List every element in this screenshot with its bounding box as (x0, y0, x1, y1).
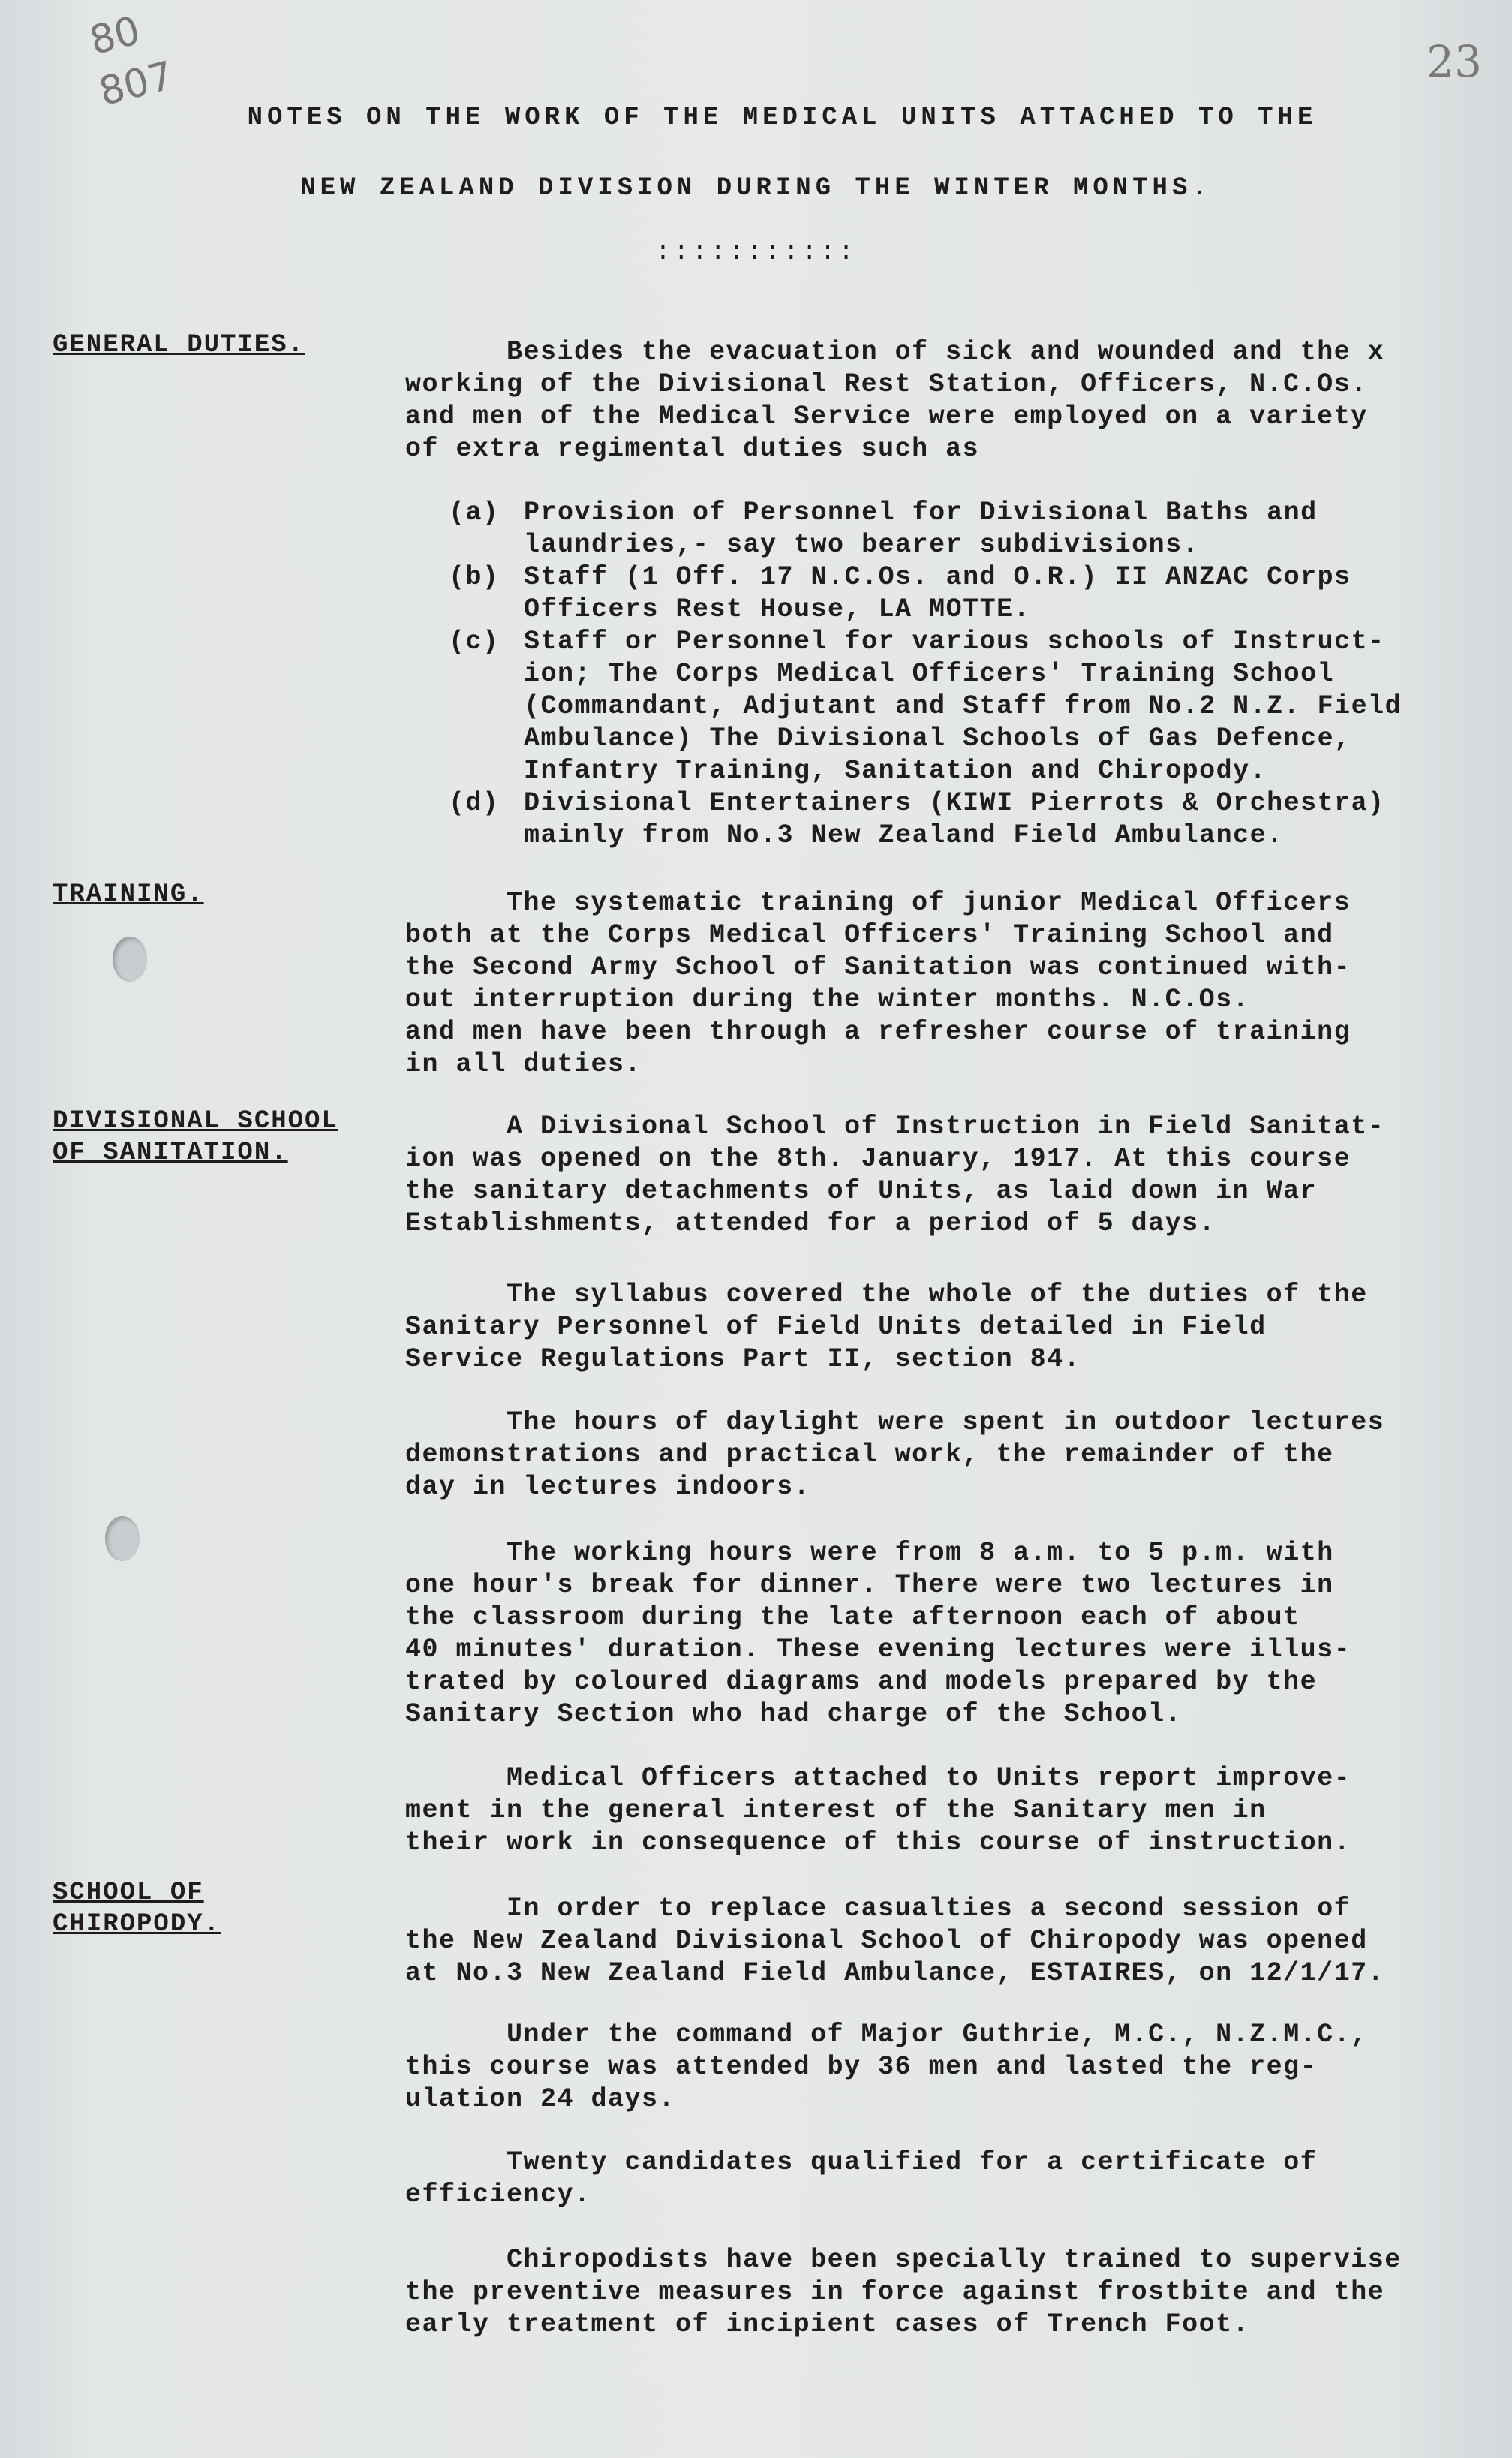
punch-hole (105, 1516, 140, 1561)
heading-training: TRAINING. (53, 880, 204, 909)
list-item-label: (c) (449, 627, 500, 657)
sanitation-paragraph-4: The working hours were from 8 a.m. to 5 p.m. with one hour's break for dinner. There were two lectures in the classroom during the late afternoon each of about 40 minutes' duration. These evening lectures were illus- trated by coloured diagrams and models prepared by the Sanitary Section who had charge of the School. (405, 1538, 1351, 1729)
list-item (449, 626, 1499, 787)
list-item (449, 561, 1499, 626)
heading-chiropody-line-2: CHIROPODY. (53, 1910, 221, 1939)
list-item-text: Staff or Personnel for various schools of Instruct- ion; The Corps Medical Officers' Training School (Commandant, Adjutant and Staff from No.2 N.Z. Field Ambulance) The Divisional Schools of Gas Defence, Infantry Training, Sanitation and Chiropody. (524, 627, 1402, 786)
page-number: 23 (1426, 36, 1482, 87)
title-line-1: NOTES ON THE WORK OF THE MEDICAL UNITS ATTACHED TO THE (247, 104, 1318, 132)
heading-general-duties: GENERAL DUTIES. (53, 331, 305, 360)
list-item-label: (a) (449, 498, 500, 528)
training-text: The systematic training of junior Medical Officers both at the Corps Medical Officers' Training School and the Second Army School of Sanitation was continued with- out interruption during the winter months. N.C.Os. and men have been through a refresher course of training in all duties. (405, 888, 1351, 1079)
heading-sanitation-line-2: OF SANITATION. (53, 1139, 288, 1167)
handwritten-number-2: 807 (95, 53, 179, 116)
chiropody-paragraph-1: In order to replace casualties a second session of the New Zealand Divisional School of Chiropody was opened at No.3 New Zealand Field Ambulance, ESTAIRES, on 12/1/17. (405, 1894, 1385, 1988)
list-item (449, 787, 1499, 852)
sanitation-paragraph-2: The syllabus covered the whole of the duties of the Sanitary Personnel of Field Units detailed in Field Service Regulations Part II, section 84. (405, 1280, 1368, 1374)
list-item-label: (d) (449, 788, 500, 818)
list-item-text: Divisional Entertainers (KIWI Pierrots & Orchestra) mainly from No.3 New Zealand Field Ambulance. (524, 788, 1385, 850)
sanitation-paragraph-3: The hours of daylight were spent in outdoor lectures demonstrations and practical work, the remainder of the day in lectures indoors. (405, 1407, 1385, 1502)
handwritten-number-1: 80 (85, 8, 145, 65)
title-divider: ::::::::::: (655, 239, 857, 267)
general-duties-intro: Besides the evacuation of sick and wounded and the x working of the Divisional Rest Station, Officers, N.C.Os. and men of the Medical Service were employed on a variety of extra regimental duties such as (405, 337, 1385, 464)
heading-chiropody-line-1: SCHOOL OF (53, 1879, 204, 1907)
chiropody-paragraph-4: Chiropodists have been specially trained to supervise the preventive measures in force against frostbite and the early treatment of incipient cases of Trench Foot. (405, 2245, 1402, 2339)
sanitation-paragraph-1: A Divisional School of Instruction in Field Sanitat- ion was opened on the 8th. January, 1917. At this course the sanitary detachments of Units, as laid down in War Establishments, attended for a period of 5 days. (405, 1112, 1385, 1238)
title-line-2: NEW ZEALAND DIVISION DURING THE WINTER MONTHS. (300, 174, 1212, 203)
list-item-text: Staff (1 Off. 17 N.C.Os. and O.R.) II ANZAC Corps Officers Rest House, LA MOTTE. (524, 562, 1351, 624)
sanitation-paragraph-5: Medical Officers attached to Units report improve- ment in the general interest of the Sanitary men in their work in consequence of this course of instruction. (405, 1763, 1351, 1858)
list-item (449, 497, 1499, 561)
chiropody-paragraph-2: Under the command of Major Guthrie, M.C., N.Z.M.C., this course was attended by 36 men and lasted the reg- ulation 24 days. (405, 2020, 1368, 2114)
chiropody-paragraph-3: Twenty candidates qualified for a certificate of efficiency. (405, 2147, 1318, 2210)
list-item-text: Provision of Personnel for Divisional Baths and laundries,- say two bearer subdivisions. (524, 498, 1318, 560)
heading-sanitation-line-1: DIVISIONAL SCHOOL (53, 1107, 338, 1136)
list-item-label: (b) (449, 562, 500, 592)
punch-hole (113, 937, 147, 982)
general-duties-list (449, 497, 1499, 852)
